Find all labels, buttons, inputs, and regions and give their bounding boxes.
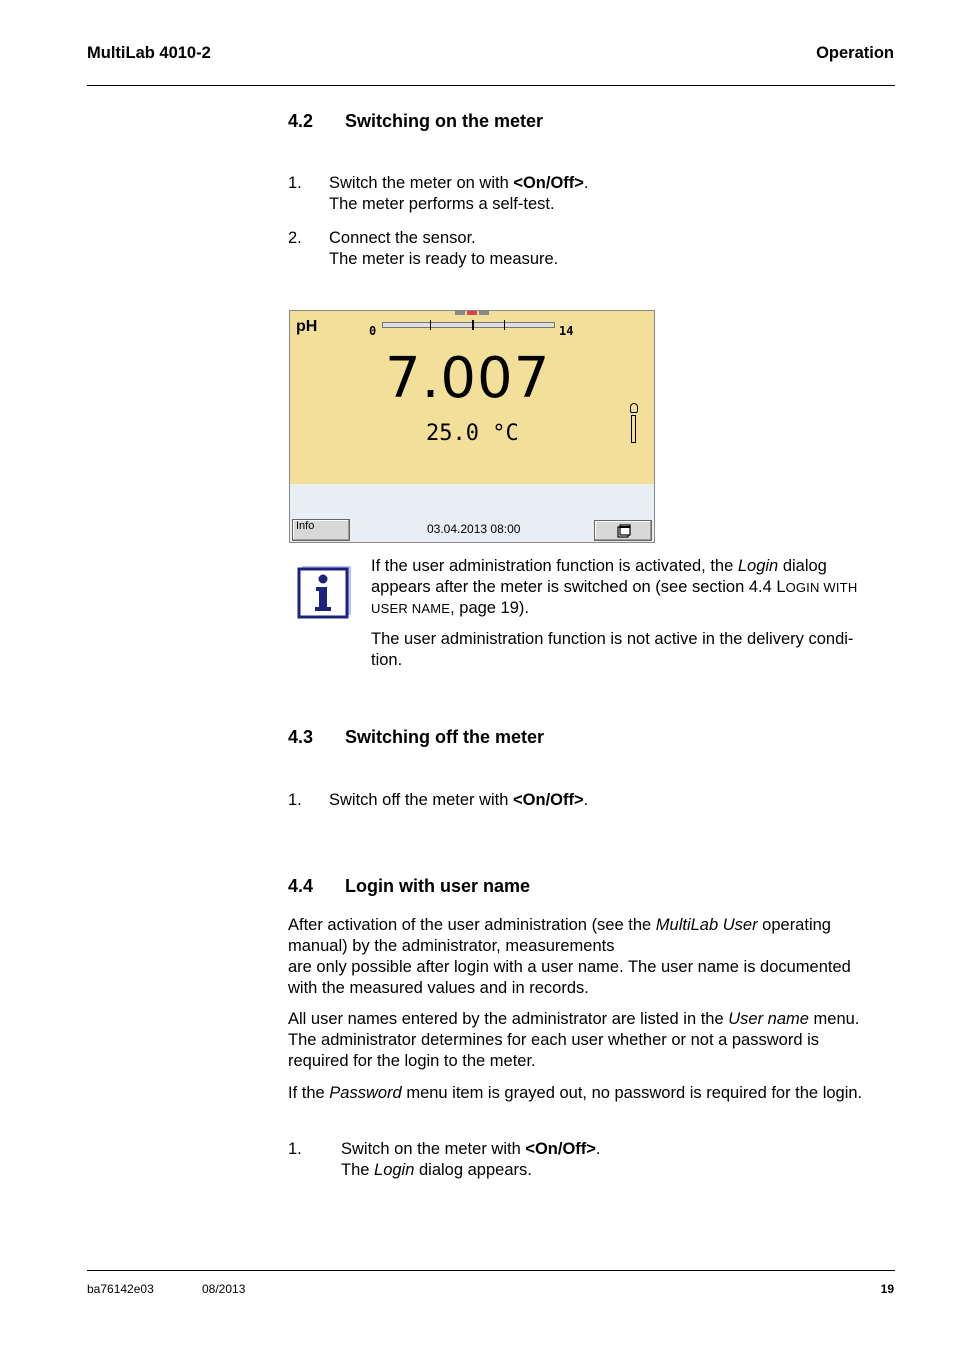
section-number: 4.3 [288, 727, 314, 747]
step-number: 1. [288, 174, 302, 192]
info-icon [297, 565, 352, 620]
temperature-value: 25.0 °C [426, 421, 519, 446]
step-number: 1. [288, 791, 302, 809]
key-on-off: <On/Off> [513, 174, 584, 192]
scale-max-label: 14 [559, 324, 574, 338]
measurement-area [290, 311, 654, 484]
section-title: Switching off the meter [345, 727, 545, 747]
status-segment-active [467, 311, 477, 315]
info-button[interactable]: Info [292, 519, 350, 541]
thermometer-icon [630, 403, 638, 413]
step-number: 1. [288, 1140, 302, 1158]
scale-tick [504, 320, 505, 330]
body-paragraph: All user names entered by the administrator are listed in the User name menu. The administrator determines for each user whether or not a password is required for the login to the meter. [288, 1010, 860, 1070]
date-time: 03.04.2013 08:00 [427, 522, 521, 536]
body-paragraph: If the Password menu item is grayed out, no password is required for the login. [288, 1084, 863, 1102]
section-title: Login with user name [345, 876, 531, 896]
step-text: Switch on the meter with <On/Off>. The Login dialog appears. [341, 1140, 601, 1179]
key-on-off: <On/Off> [525, 1140, 596, 1158]
footer-rule [87, 1270, 895, 1271]
section-number: 4.4 [288, 876, 314, 896]
step-text: Connect the sensor. The meter is ready to measure. [329, 229, 559, 268]
status-segment [479, 311, 489, 315]
step-text: Switch off the meter with <On/Off>. [329, 791, 589, 809]
meter-display [289, 310, 655, 543]
footer-date: 08/2013 [202, 1282, 246, 1296]
header-rule [87, 85, 895, 86]
scale-min-label: 0 [369, 324, 377, 338]
thermometer-stem [631, 415, 636, 443]
parameter-label: pH [296, 318, 318, 335]
footer-doc-id: ba76142e03 [87, 1282, 154, 1296]
header-chapter: Operation [816, 44, 894, 62]
window-icon [595, 521, 653, 542]
page-number: 19 [880, 1282, 894, 1296]
header-product: MultiLab 4010-2 [87, 44, 211, 62]
key-on-off: <On/Off> [513, 791, 584, 809]
scale-tick [430, 320, 431, 330]
body-paragraph: After activation of the user administration (see the MultiLab User operating manual) by the administrator, measurements are only possible after login with a user name. The user name is documented with the measured values and in records. [288, 916, 851, 997]
measured-value: 7.007 [385, 346, 551, 411]
section-number: 4.2 [288, 111, 314, 131]
step-number: 2. [288, 229, 302, 247]
scale-pointer [472, 320, 474, 330]
note-paragraph: The user administration function is not active in the delivery condi- tion. [371, 630, 854, 669]
status-segment [455, 311, 465, 315]
ph-scale-bar [382, 322, 555, 328]
section-title: Switching on the meter [345, 111, 544, 131]
note-paragraph: If the user administration function is activated, the Login dialog appears after the meter is switched on (see section 4.4 LOGIN WITH USER NAME, page 19). [371, 557, 858, 617]
window-button[interactable] [594, 520, 652, 541]
step-text: Switch the meter on with <On/Off>. The meter performs a self-test. [329, 174, 589, 213]
